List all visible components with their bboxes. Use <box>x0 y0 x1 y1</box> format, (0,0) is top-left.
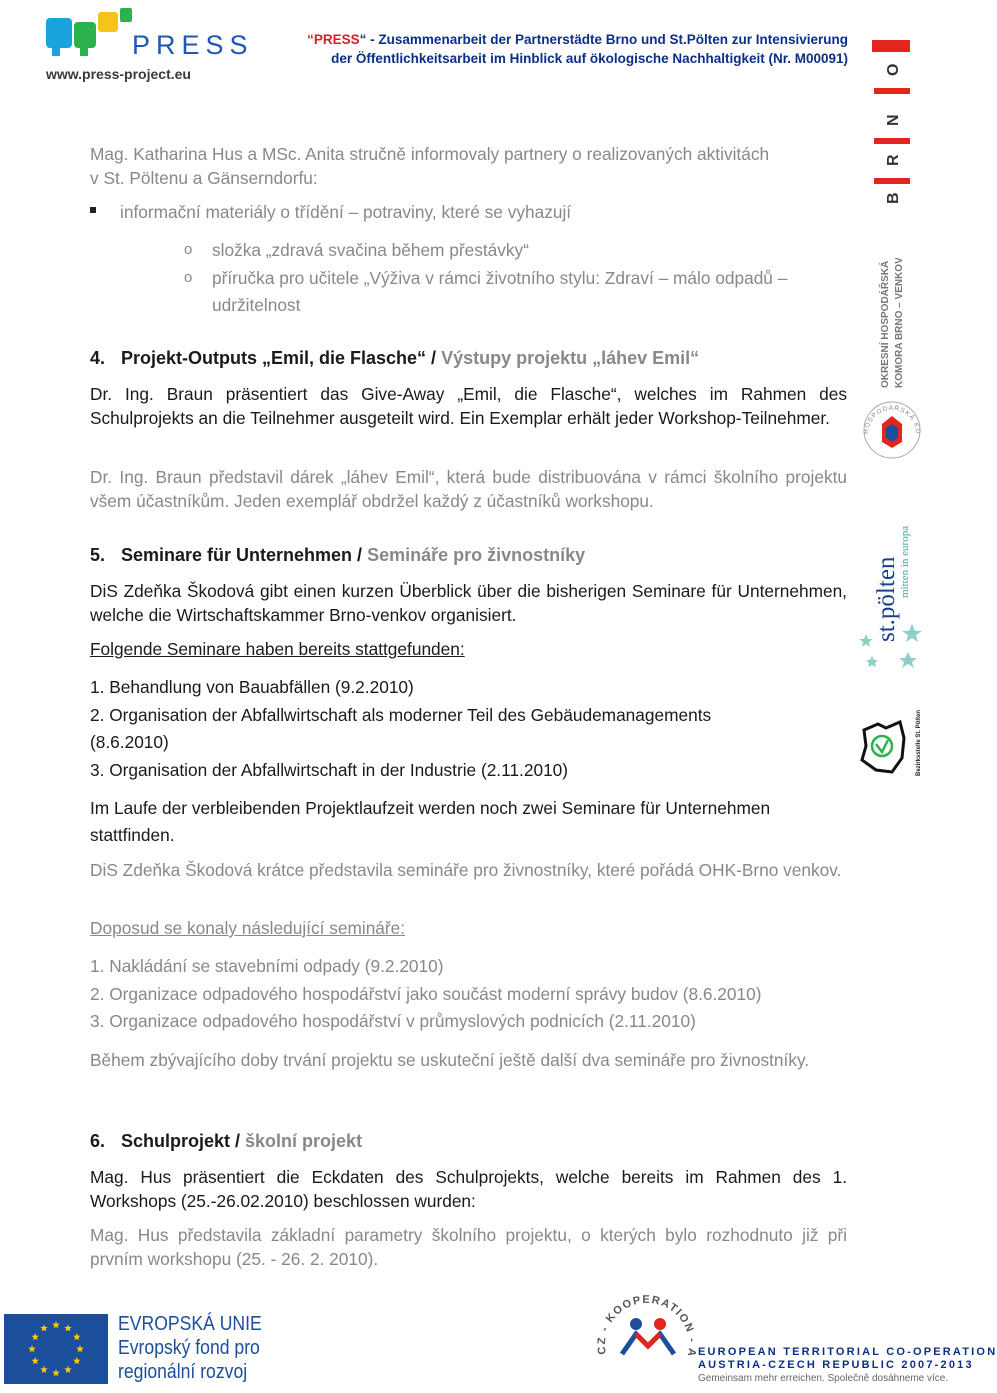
section-6-title-de: Schulprojekt / <box>121 1131 246 1151</box>
section-5-outlook-de-2: stattfinden. <box>90 825 175 845</box>
brno-letter-b: B <box>885 192 902 204</box>
seminar-cz-3: 3. Organizace odpadového hospodářství v průmyslových podnicích (2.11.2010) <box>90 1011 696 1031</box>
bullet-item: informační materiály o třídění – potraviny, které se vyhazují <box>120 202 572 222</box>
press-logo <box>44 4 254 88</box>
header-title-line2: der Öffentlichkeitsarbeit im Hinblick auf ökologische Nachhaltigkeit (Nr. M00091) <box>331 51 848 66</box>
okhk-logo <box>858 258 928 468</box>
seminar-de-2: 2. Organisation der Abfallwirtschaft als moderner Teil des Gebäudemanagements <box>90 705 712 725</box>
sub-bullet-item-2-cont: udržitelnost <box>212 295 301 315</box>
brno-letter-n: N <box>885 114 902 126</box>
brno-logo <box>868 38 914 208</box>
sub-bullet-item-2: příručka pro učitele „Výživa v rámci životního stylu: Zdraví – málo odpadů – <box>212 268 788 288</box>
sub-bullet-marker: o <box>184 269 193 286</box>
st-poelten-logo <box>852 514 934 674</box>
section-4-title-de: Projekt-Outputs „Emil, die Flasche“ / <box>121 348 442 368</box>
cz-at-cooperation-logo <box>592 1284 702 1388</box>
eu-logo-line1: EVROPSKÁ UNIE <box>118 1313 262 1335</box>
brno-logo-icon <box>868 38 914 208</box>
seminar-de-2-cont: (8.6.2010) <box>90 732 169 752</box>
section-5-outlook-cz: Během zbývajícího doby trvání projektu se uskuteční ještě další dva semináře pro živnostníky. <box>90 1050 810 1070</box>
eu-logo <box>0 1308 262 1388</box>
section-6-paragraph-de: Mag. Hus präsentiert die Eckdaten des Schulprojekts, welche bereits im Rahmen des 1. Workshops (25.-26.02.2010) beschlossen wurden: <box>90 1167 847 1211</box>
bullet-marker <box>90 207 96 213</box>
okhk-line1: OKRESNÍ HOSPODÁŘSKÁ <box>880 260 891 388</box>
section-6-title-cz: školní projekt <box>245 1131 363 1151</box>
brno-letter-r: R <box>885 154 902 166</box>
section-5-title-de: Seminare für Unternehmen / <box>121 545 368 565</box>
press-logo-icon <box>44 4 134 66</box>
etc-line2: AUSTRIA-CZECH REPUBLIC 2007-2013 <box>698 1359 974 1371</box>
section-5-list-title-de: Folgende Seminare haben bereits stattgefunden: <box>90 639 465 659</box>
header-title-line1 <box>288 30 848 49</box>
section-4-number: 4. <box>90 348 106 368</box>
section-5-heading <box>90 545 585 566</box>
sub-bullet-item-1: složka „zdravá svačina během přestávky“ <box>212 240 529 260</box>
okhk-logo-icon <box>858 258 928 468</box>
seminar-cz-1: 1. Nakládání se stavebními odpady (9.2.2010) <box>90 956 444 976</box>
section-6-heading <box>90 1131 362 1152</box>
section-4-title-cz: Výstupy projektu „láhev Emil“ <box>441 348 700 368</box>
intro-line-2: v St. Pöltenu a Gänserndorfu: <box>90 168 318 188</box>
st-poelten-tagline: mitten in europa <box>899 525 911 598</box>
section-4-paragraph-cz: Dr. Ing. Braun představil dárek „láhev Emil“, která bude distribuována v rámci školního projektu všem účastníkům. Jeden exemplář obdržel každý z účastníků workshopu. <box>90 467 847 511</box>
etc-program-text <box>698 1346 997 1385</box>
st-poelten-name: st.pölten <box>873 556 900 642</box>
st-poelten-logo-icon <box>852 514 934 674</box>
header-title <box>288 30 848 68</box>
section-6-paragraph-cz: Mag. Hus představila základní parametry školního projektu, o kterých bylo rozhodnuto již při prvním workshopu (25. - 26. 2. 2010). <box>90 1225 847 1269</box>
section-4-heading <box>90 348 699 369</box>
wirtschaftskammer-label: Bezirksstelle St. Pölten <box>916 709 922 776</box>
cooperation-logo-icon <box>592 1284 702 1388</box>
intro-line-1: Mag. Katharina Hus a MSc. Anita stručně informovaly partnery o realizovaných aktivitách <box>90 144 770 164</box>
etc-line3: Gemeinsam mehr erreichen. Společně dosáhneme více. <box>698 1373 949 1384</box>
section-5-outlook-de-1: Im Laufe der verbleibenden Projektlaufzeit werden noch zwei Seminare für Unternehmen <box>90 798 771 818</box>
cooperation-ring-text: CZ - KOOPERATION - A <box>595 1293 699 1358</box>
svg-text:CZ - KOOPERATION - AT - SPOLUP <box>592 1284 698 1358</box>
section-6-number: 6. <box>90 1131 106 1151</box>
section-5-list-title-cz: Doposud se konaly následující semináře: <box>90 918 406 938</box>
wirtschaftskammer-logo <box>856 709 928 782</box>
press-logo-url: www.press-project.eu <box>46 66 191 82</box>
eu-flag-icon <box>0 1308 112 1388</box>
seminar-de-1: 1. Behandlung von Bauabfällen (9.2.2010) <box>90 677 414 697</box>
eu-logo-line3: regionální rozvoj <box>118 1361 248 1383</box>
section-5-number: 5. <box>90 545 106 565</box>
okhk-line2: KOMORA BRNO – VENKOV <box>894 258 905 388</box>
header-press-word: “PRESS <box>307 32 360 47</box>
section-4-paragraph-de: Dr. Ing. Braun präsentiert das Give-Away „Emil, die Flasche“, welches im Rahmen des Schulprojekts an die Teilnehmer ausgeteilt wird. Ein Exemplar erhält jeder Workshop-Teilnehmer. <box>90 384 847 428</box>
eu-logo-line2: Evropský fond pro <box>118 1337 260 1359</box>
section-5-paragraph-de: DiS Zdeňka Škodová gibt einen kurzen Überblick über die bisherigen Seminare für Unternehmen, welche die Wirtschaftskammer Brno-venkov organisiert. <box>90 581 847 625</box>
seminar-de-3: 3. Organisation der Abfallwirtschaft in der Industrie (2.11.2010) <box>90 760 569 780</box>
etc-line1: EUROPEAN TERRITORIAL CO-OPERATION <box>698 1346 997 1358</box>
seminar-cz-2: 2. Organizace odpadového hospodářství jako součást moderní správy budov (8.6.2010) <box>90 984 762 1004</box>
wirtschaftskammer-logo-icon <box>856 709 928 782</box>
section-5-title-cz: Semináře pro živnostníky <box>367 545 586 565</box>
sub-bullet-marker: o <box>184 241 193 258</box>
press-logo-word: PRESS <box>132 30 254 60</box>
brno-letter-o: O <box>885 63 902 76</box>
okhk-ring-text: HOSPODÁŘSKÁ KO <box>862 404 922 435</box>
section-5-paragraph-cz: DiS Zdeňka Škodová krátce představila semináře pro živnostníky, které pořádá OHK-Brno venkov. <box>90 860 842 880</box>
eu-logo-text <box>118 1312 281 1384</box>
header-title-line1-rest: “ - Zusammenarbeit der Partnerstädte Brno und St.Pölten zur Intensivierung <box>359 32 848 47</box>
